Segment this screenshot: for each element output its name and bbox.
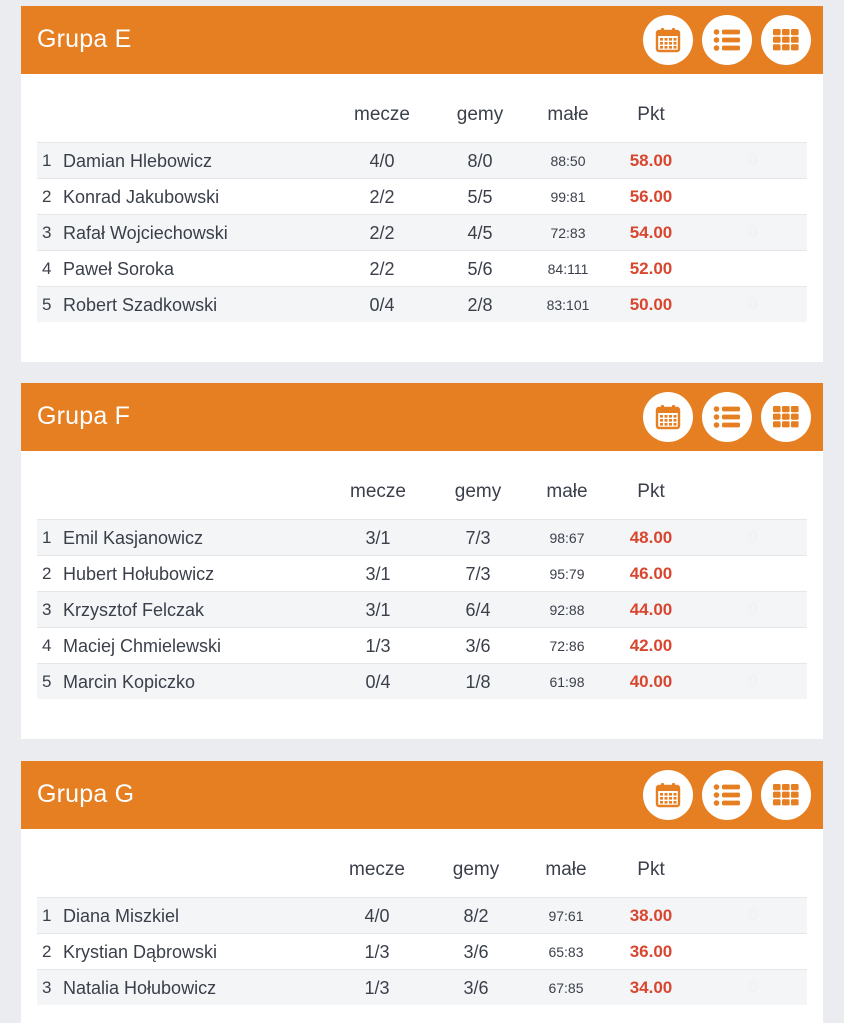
list-icon <box>713 783 741 807</box>
small-points-value: 61:98 <box>549 674 585 690</box>
faint-extra-value <box>745 556 761 592</box>
table-row[interactable] <box>37 555 807 591</box>
group-header <box>21 383 823 451</box>
player-name: Robert Szadkowski <box>63 295 218 315</box>
table-row[interactable] <box>37 178 807 214</box>
col-header-points: Pkt <box>637 481 665 502</box>
table-row[interactable] <box>37 142 807 178</box>
col-header-small: małe <box>547 104 589 125</box>
points-value: 36.00 <box>629 942 673 961</box>
games-value: 5/6 <box>467 259 493 279</box>
small-points-value: 67:85 <box>548 980 584 996</box>
points-value: 50.00 <box>629 295 673 314</box>
small-points-value: 72:83 <box>550 225 586 241</box>
grid-button[interactable] <box>761 392 811 442</box>
games-value: 8/2 <box>463 906 489 926</box>
list-icon <box>713 28 741 52</box>
faint-extra-value <box>745 251 761 287</box>
calendar-icon <box>655 27 681 53</box>
col-header-points: Pkt <box>637 104 665 125</box>
position: 3 <box>42 223 52 242</box>
small-points-value: 65:83 <box>548 944 584 960</box>
games-value: 7/3 <box>465 528 491 548</box>
standings-table <box>37 142 807 322</box>
games-value: 6/4 <box>465 600 491 620</box>
faint-extra-value: 0 <box>748 979 758 996</box>
table-row[interactable] <box>37 214 807 250</box>
small-points-value: 97:61 <box>548 908 584 924</box>
table-row[interactable] <box>37 591 807 627</box>
position: 1 <box>42 906 52 925</box>
player-name: Hubert Hołubowicz <box>63 564 215 584</box>
faint-extra-value <box>745 934 761 970</box>
player-name: Emil Kasjanowicz <box>63 528 204 548</box>
col-header-games: gemy <box>454 481 502 502</box>
small-points-value: 99:81 <box>550 189 586 205</box>
points-value: 52.00 <box>629 259 673 278</box>
player-name: Damian Hlebowicz <box>63 151 213 171</box>
points-value: 44.00 <box>629 600 673 619</box>
list-button[interactable] <box>702 15 752 65</box>
games-value: 2/8 <box>467 295 493 315</box>
small-points-value: 83:101 <box>546 297 590 313</box>
player-name: Paweł Soroka <box>63 259 175 279</box>
list-button[interactable] <box>702 770 752 820</box>
list-button[interactable] <box>702 392 752 442</box>
position: 2 <box>42 187 52 206</box>
group-title: Grupa E <box>37 25 132 53</box>
calendar-icon <box>655 782 681 808</box>
calendar-icon <box>655 404 681 430</box>
small-points-value: 98:67 <box>549 530 585 546</box>
matches-value: 0/4 <box>365 672 391 692</box>
matches-value: 0/4 <box>369 295 395 315</box>
points-value: 54.00 <box>629 223 673 242</box>
matches-value: 2/2 <box>369 259 395 279</box>
player-name: Maciej Chmielewski <box>63 636 222 656</box>
player-name: Natalia Hołubowicz <box>63 978 217 998</box>
games-value: 3/6 <box>463 978 489 998</box>
table-row[interactable] <box>37 969 807 1005</box>
group-header <box>21 761 823 829</box>
faint-extra-value: 0 <box>748 907 758 924</box>
grid-button[interactable] <box>761 15 811 65</box>
position: 3 <box>42 978 52 997</box>
group-card <box>21 6 823 362</box>
col-header-matches: mecze <box>349 859 405 880</box>
faint-extra-value <box>745 628 761 664</box>
position: 5 <box>42 672 52 691</box>
table-row[interactable] <box>37 933 807 969</box>
player-name: Krzysztof Felczak <box>63 600 205 620</box>
col-header-matches: mecze <box>350 481 406 502</box>
matches-value: 1/3 <box>364 942 390 962</box>
position: 1 <box>42 528 52 547</box>
table-row[interactable] <box>37 286 807 322</box>
calendar-button[interactable] <box>643 15 693 65</box>
small-points-value: 92:88 <box>549 602 585 618</box>
matches-value: 3/1 <box>365 528 391 548</box>
matches-value: 1/3 <box>365 636 391 656</box>
col-header-games: gemy <box>456 104 504 125</box>
small-points-value: 95:79 <box>549 566 585 582</box>
position: 3 <box>42 600 52 619</box>
list-icon <box>713 405 741 429</box>
points-value: 34.00 <box>629 978 673 997</box>
position: 4 <box>42 259 52 278</box>
matches-value: 4/0 <box>364 906 390 926</box>
matches-value: 2/2 <box>369 223 395 243</box>
calendar-button[interactable] <box>643 392 693 442</box>
faint-extra-value: 0 <box>748 224 758 241</box>
grid-button[interactable] <box>761 770 811 820</box>
col-header-small: małe <box>545 859 587 880</box>
position: 1 <box>42 151 52 170</box>
position: 4 <box>42 636 52 655</box>
group-card <box>21 383 823 739</box>
faint-extra-value: 0 <box>748 296 758 313</box>
group-header <box>21 6 823 74</box>
matches-value: 4/0 <box>369 151 395 171</box>
group-card <box>21 761 823 1023</box>
games-value: 4/5 <box>467 223 493 243</box>
col-header-small: małe <box>546 481 588 502</box>
games-value: 3/6 <box>465 636 491 656</box>
table-row[interactable] <box>37 250 807 286</box>
group-title: Grupa G <box>37 780 135 808</box>
position: 2 <box>42 942 52 961</box>
points-value: 58.00 <box>629 151 673 170</box>
matches-value: 2/2 <box>369 187 395 207</box>
standings-table <box>37 897 807 1005</box>
games-value: 1/8 <box>465 672 491 692</box>
matches-value: 3/1 <box>365 600 391 620</box>
games-value: 8/0 <box>467 151 493 171</box>
col-header-matches: mecze <box>354 104 410 125</box>
grid-icon <box>773 406 799 428</box>
small-points-value: 88:50 <box>550 153 586 169</box>
table-row[interactable] <box>37 519 807 555</box>
faint-extra-value <box>745 179 761 215</box>
player-name: Krystian Dąbrowski <box>63 942 218 962</box>
table-row[interactable] <box>37 897 807 933</box>
points-value: 40.00 <box>629 672 673 691</box>
games-value: 5/5 <box>467 187 493 207</box>
points-value: 48.00 <box>629 528 673 547</box>
col-header-points: Pkt <box>637 859 665 880</box>
faint-extra-value: 0 <box>748 152 758 169</box>
col-header-games: gemy <box>452 859 500 880</box>
faint-extra-value: 0 <box>748 601 758 618</box>
matches-value: 1/3 <box>364 978 390 998</box>
calendar-button[interactable] <box>643 770 693 820</box>
small-points-value: 84:111 <box>547 261 589 277</box>
group-title: Grupa F <box>37 402 131 430</box>
small-points-value: 72:86 <box>549 638 585 654</box>
position: 5 <box>42 295 52 314</box>
player-name: Konrad Jakubowski <box>63 187 220 207</box>
points-value: 56.00 <box>629 187 673 206</box>
position: 2 <box>42 564 52 583</box>
standings-table <box>37 519 807 699</box>
table-row[interactable] <box>37 627 807 663</box>
points-value: 38.00 <box>629 906 673 925</box>
matches-value: 3/1 <box>365 564 391 584</box>
table-row[interactable] <box>37 663 807 699</box>
player-name: Diana Miszkiel <box>63 906 180 926</box>
player-name: Rafał Wojciechowski <box>63 223 228 243</box>
games-value: 7/3 <box>465 564 491 584</box>
faint-extra-value: 0 <box>748 529 758 546</box>
grid-icon <box>773 784 799 806</box>
points-value: 42.00 <box>629 636 673 655</box>
points-value: 46.00 <box>629 564 673 583</box>
games-value: 3/6 <box>463 942 489 962</box>
grid-icon <box>773 29 799 51</box>
faint-extra-value: 0 <box>748 673 758 690</box>
player-name: Marcin Kopiczko <box>63 672 196 692</box>
